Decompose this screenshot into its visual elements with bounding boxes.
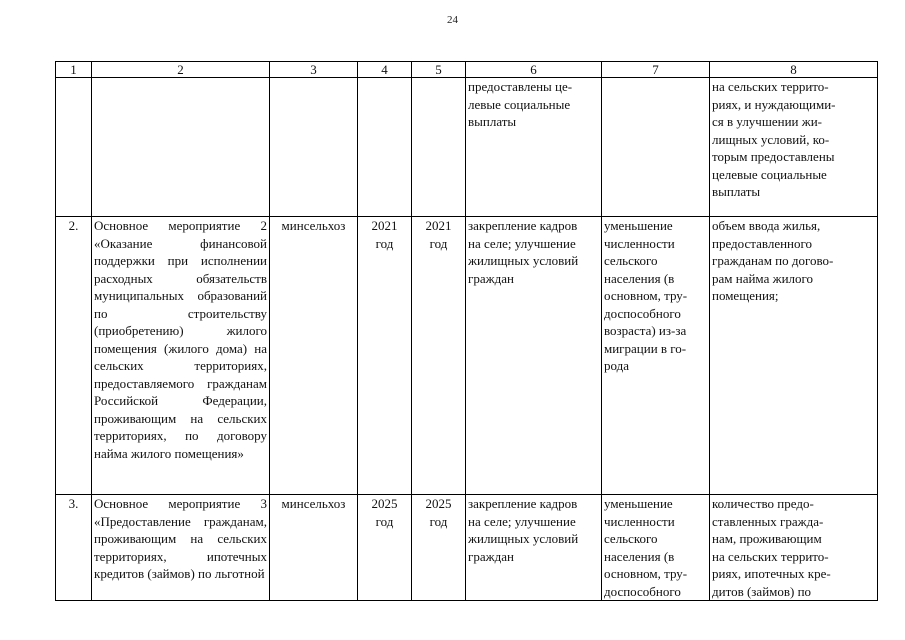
- measures-table: [55, 61, 878, 601]
- target-indicator: количество предо- ставленных гражда- нам, проживающим на сельских террито- риях, ипотечных кре- дитов (займов) по: [710, 495, 878, 601]
- executor: минсельхоз: [270, 495, 358, 601]
- column-header-2: 2: [92, 62, 270, 78]
- page-number: 24: [447, 14, 458, 26]
- start-year: 2025 год: [358, 495, 412, 601]
- end-year: 2025 год: [412, 495, 466, 601]
- start-year: 2021 год: [358, 217, 412, 495]
- column-header-1: 1: [56, 62, 92, 78]
- header-row: [56, 62, 878, 78]
- cell-empty: [602, 78, 710, 217]
- column-header-7: 7: [602, 62, 710, 78]
- expected-result: закрепление кадров на селе; улучшение жилищных условий граждан: [466, 217, 602, 495]
- cell-empty: [92, 78, 270, 217]
- cell-result-continued: предоставлены це- левые социальные выплаты: [466, 78, 602, 217]
- column-header-6: 6: [466, 62, 602, 78]
- non-implementation-consequences: уменьшение численности сельского населения (в основном, тру- доспособного возраста) из-за миграции в го- рода: [602, 217, 710, 495]
- column-header-8: 8: [710, 62, 878, 78]
- measure-name: Основное мероприятие 3 «Предоставление гражданам, проживающим на сельских территориях, ипотечных кредитов (займов) по льготной: [92, 495, 270, 601]
- expected-result: закрепление кадров на селе; улучшение жилищных условий граждан: [466, 495, 602, 601]
- table-row: [56, 217, 878, 495]
- column-header-5: 5: [412, 62, 466, 78]
- target-indicator: объем ввода жилья, предоставленного гражданам по догово- рам найма жилого помещения;: [710, 217, 878, 495]
- column-header-3: 3: [270, 62, 358, 78]
- row-number: 2.: [56, 217, 92, 495]
- table-row: [56, 495, 878, 601]
- cell-indicator-continued: на сельских террито- риях, и нуждающими- ся в улучшении жи- лищных условий, ко- торым предоставлены целевые социальные выплаты: [710, 78, 878, 217]
- row-number: 3.: [56, 495, 92, 601]
- table-row-continued: [56, 78, 878, 217]
- measure-name: Основное мероприятие 2 «Оказание финансовой поддержки при исполнении расходных обязательств муниципальных образований по строительству (приобретению) жилого помещения (жилого дома) на сельских территориях, предоставляемого гражданам Российской Федерации, проживающим на сельских территориях, по договору найма жилого помещения»: [92, 217, 270, 495]
- cell-empty: [358, 78, 412, 217]
- column-header-4: 4: [358, 62, 412, 78]
- cell-empty: [412, 78, 466, 217]
- executor: минсельхоз: [270, 217, 358, 495]
- cell-empty: [56, 78, 92, 217]
- non-implementation-consequences: уменьшение численности сельского населения (в основном, тру- доспособного: [602, 495, 710, 601]
- end-year: 2021 год: [412, 217, 466, 495]
- cell-empty: [270, 78, 358, 217]
